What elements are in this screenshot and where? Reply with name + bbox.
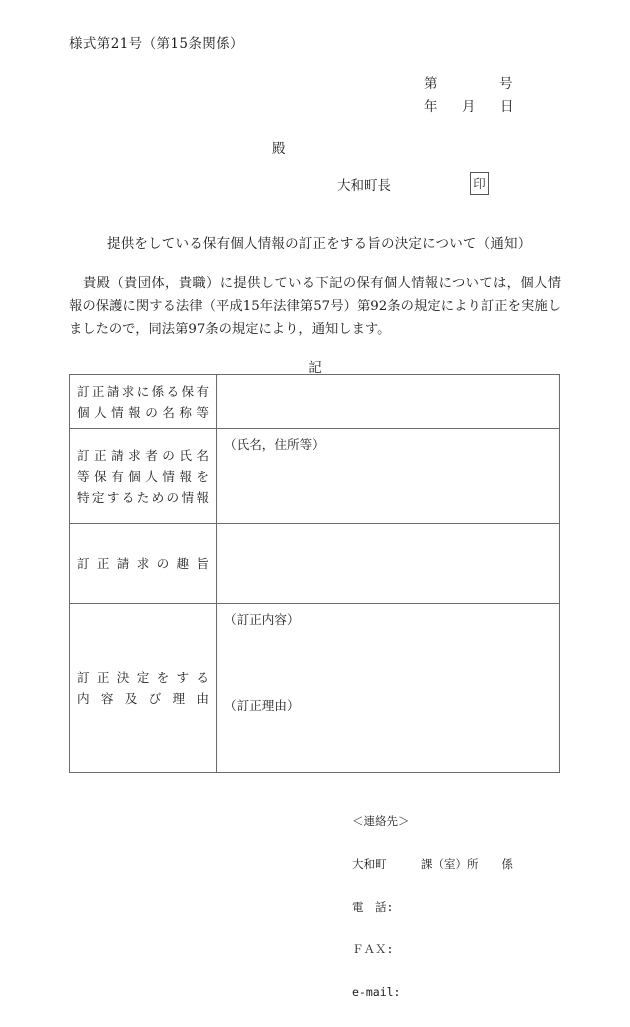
issuer-block xyxy=(337,174,486,194)
row-label-line: 内容及び理由 xyxy=(77,691,209,706)
row-label-text xyxy=(77,667,209,709)
row-label-text xyxy=(77,553,209,574)
row-value-cell[interactable] xyxy=(217,429,560,524)
contact-phone: 電 話: xyxy=(352,899,394,914)
row-label-line: 特定するための情報 xyxy=(77,489,209,505)
contact-department: 大和町 課（室）所 係 xyxy=(352,857,513,872)
contact-block xyxy=(352,786,513,1027)
document-number-suffix: 号 xyxy=(499,76,513,92)
ki-marker: 記 xyxy=(308,360,322,376)
value-hint-text: （氏名，住所等） xyxy=(224,437,325,452)
contact-email: e-mail: xyxy=(352,984,401,999)
form-number: 様式第21号（第15条関係） xyxy=(69,36,244,52)
row-label-line: 訂正請求者の氏名 xyxy=(77,447,209,463)
row-label-cell xyxy=(70,429,217,524)
row-label-line: 訂正決定をする xyxy=(77,670,209,685)
row-label-line: 個人情報の名称等 xyxy=(77,404,209,420)
document-date-row xyxy=(424,96,514,119)
table-row xyxy=(70,524,560,604)
date-year-label: 年 xyxy=(424,99,438,115)
notification-form-table xyxy=(69,374,560,773)
row-label-line: 訂正請求の趣旨 xyxy=(77,556,209,571)
row-label-cell xyxy=(70,524,217,604)
row-label-cell xyxy=(70,375,217,429)
contact-heading: ＜連絡先＞ xyxy=(352,814,410,829)
date-day-label: 日 xyxy=(500,99,514,115)
row-label-line: 等保有個人情報を xyxy=(77,468,209,484)
value-hint-text: （訂正内容） xyxy=(224,612,300,627)
issuer-name: 大和町長 xyxy=(337,178,391,194)
row-label-cell xyxy=(70,604,217,773)
document-number-row xyxy=(424,73,514,96)
contact-fax: ＦＡＸ: xyxy=(352,942,394,957)
document-body-paragraph: 貴殿（貴団体，貴職）に提供している下記の保有個人情報については，個人情報の保護に関する法律（平成15年法律第57号）第92条の規定により訂正を実施しましたので，同法第97条の規定により，通知します。 xyxy=(69,276,561,338)
row-value-cell[interactable] xyxy=(217,604,560,773)
addressee-honorific: 殿 xyxy=(272,141,286,157)
document-title: 提供をしている保有個人情報の訂正をする旨の決定について（通知） xyxy=(107,236,532,252)
table-row xyxy=(70,429,560,524)
document-meta-block xyxy=(424,73,514,119)
table-row xyxy=(70,375,560,429)
seal-stamp-icon: 印 xyxy=(470,172,489,195)
value-hint-text: （訂正理由） xyxy=(224,698,300,713)
row-label-text xyxy=(77,445,209,508)
table-row xyxy=(70,604,560,773)
row-value-cell[interactable] xyxy=(217,375,560,429)
row-label-text xyxy=(77,381,209,423)
row-value-cell[interactable] xyxy=(217,524,560,604)
document-number-prefix: 第 xyxy=(424,76,438,92)
row-label-line: 訂正請求に係る保有 xyxy=(77,383,209,399)
date-month-label: 月 xyxy=(462,99,476,115)
